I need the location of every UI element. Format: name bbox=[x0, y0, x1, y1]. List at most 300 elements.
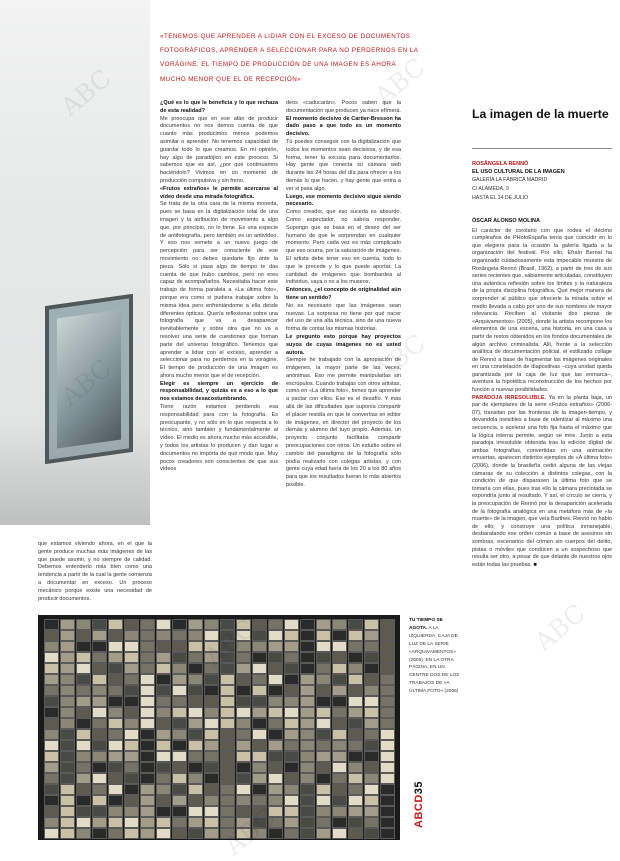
grid-cell bbox=[44, 729, 59, 740]
grid-cell bbox=[332, 729, 347, 740]
interview-column-0-lower bbox=[38, 541, 152, 603]
grid-cell bbox=[332, 828, 347, 839]
grid-cell bbox=[108, 795, 123, 806]
grid-cell bbox=[124, 762, 139, 773]
grid-cell bbox=[124, 630, 139, 641]
grid-cell bbox=[60, 740, 75, 751]
grid-cell bbox=[252, 784, 267, 795]
grid-cell bbox=[284, 806, 299, 817]
grid-cell bbox=[172, 729, 187, 740]
grid-cell bbox=[92, 718, 107, 729]
grid-cell bbox=[300, 784, 315, 795]
grid-cell bbox=[44, 773, 59, 784]
grid-cell bbox=[316, 619, 331, 630]
grid-cell bbox=[348, 663, 363, 674]
grid-cell bbox=[188, 795, 203, 806]
grid-cell bbox=[92, 641, 107, 652]
grid-cell bbox=[348, 652, 363, 663]
grid-cell bbox=[284, 784, 299, 795]
grid-cell bbox=[284, 729, 299, 740]
grid-cell bbox=[188, 729, 203, 740]
grid-cell bbox=[204, 630, 219, 641]
grid-cell bbox=[364, 674, 379, 685]
grid-cell bbox=[140, 707, 155, 718]
grid-cell bbox=[76, 817, 91, 828]
grid-cell bbox=[236, 663, 251, 674]
grid-cell bbox=[316, 751, 331, 762]
grid-cell bbox=[380, 630, 395, 641]
grid-cell bbox=[108, 707, 123, 718]
grid-cell bbox=[60, 685, 75, 696]
review-lead: PARADOJA IRRESOLUBLE. bbox=[472, 394, 546, 401]
grid-cell bbox=[316, 806, 331, 817]
grid-cell bbox=[124, 652, 139, 663]
grid-cell bbox=[380, 696, 395, 707]
grid-cell bbox=[156, 784, 171, 795]
grid-cell bbox=[332, 784, 347, 795]
grid-cell bbox=[156, 641, 171, 652]
grid-cell bbox=[188, 674, 203, 685]
grid-cell bbox=[220, 751, 235, 762]
grid-cell bbox=[92, 806, 107, 817]
grid-cell bbox=[60, 718, 75, 729]
interview-column-2 bbox=[286, 100, 401, 490]
grid-cell bbox=[348, 773, 363, 784]
grid-cell bbox=[140, 751, 155, 762]
grid-cell bbox=[236, 630, 251, 641]
interview-answer: Se trata de la otra cara de la misma moneda, pues se basa en la digitalización total de una imagen y la atribución de movimiento a algo que, por principio, no lo tiene. Es una especie de antifotografía, pero también es un antivídeo. Y eso nos somete a un nuevo juego de percepción para ser consciente de ese movimiento no debes quedarte fijo ante la pieza. Sólo si pasa algo de tiempo te das cuenta de que hubo cambios, pero no eres capaz de acompañarlos. Necesitaba hacer este trabajo de forma paralela a «La última foto», porque era como si pudiera trabajar sobre la misma idea pero enfrentándome a ella desde diferentes ópticas. Quería reflexionar sobre una fotografía que va a desaparecer inevitablemente y sobre otra que no va a resolver una serie de cuestiones que forman parte del universo fotográfico. Tenemos que aprender a lidiar con el exceso, aprender a seleccionar para no perdernos en la vorágine. El tiempo de producción de una imagen es ahora mucho menor que el de recepción. bbox=[160, 201, 278, 379]
grid-cell bbox=[108, 729, 123, 740]
grid-cell bbox=[76, 630, 91, 641]
grid-cell bbox=[204, 641, 219, 652]
grid-cell bbox=[108, 817, 123, 828]
grid-cell bbox=[188, 762, 203, 773]
grid-cell bbox=[252, 795, 267, 806]
grid-cell bbox=[156, 707, 171, 718]
grid-cell bbox=[300, 828, 315, 839]
grid-cell bbox=[220, 663, 235, 674]
interview-question: El momento decisivo de Cartier-Bresson ha dado paso a que todo es un momento decisivo. bbox=[286, 115, 401, 138]
interview-answer: deos «caducarán». Pocos saben que la documentación que producen ya nace efímera. bbox=[286, 100, 401, 114]
grid-cell bbox=[252, 773, 267, 784]
grid-cell bbox=[316, 828, 331, 839]
grid-cell bbox=[172, 740, 187, 751]
grid-cell bbox=[300, 740, 315, 751]
grid-cell bbox=[60, 707, 75, 718]
grid-cell bbox=[316, 729, 331, 740]
grid-cell bbox=[124, 619, 139, 630]
grid-cell bbox=[204, 707, 219, 718]
grid-cell bbox=[124, 795, 139, 806]
sidebar-headline: La imagen de la muerte bbox=[472, 107, 609, 121]
grid-cell bbox=[236, 685, 251, 696]
grid-cell bbox=[364, 740, 379, 751]
grid-cell bbox=[332, 718, 347, 729]
grid-cell bbox=[172, 641, 187, 652]
exhibition-address: C/ ALAMEDA, 9 bbox=[472, 186, 509, 192]
grid-cell bbox=[108, 718, 123, 729]
grid-cell bbox=[204, 652, 219, 663]
grid-cell bbox=[332, 795, 347, 806]
grid-cell bbox=[92, 707, 107, 718]
grid-cell bbox=[380, 828, 395, 839]
grid-cell bbox=[60, 828, 75, 839]
grid-cell bbox=[92, 619, 107, 630]
grid-cell bbox=[204, 674, 219, 685]
grid-cell bbox=[204, 718, 219, 729]
grid-cell bbox=[188, 828, 203, 839]
grid-cell bbox=[364, 718, 379, 729]
grid-cell bbox=[140, 663, 155, 674]
grid-cell bbox=[300, 696, 315, 707]
grid-cell bbox=[300, 806, 315, 817]
grid-cell bbox=[380, 751, 395, 762]
grid-cell bbox=[236, 641, 251, 652]
grid-cell bbox=[220, 674, 235, 685]
grid-cell bbox=[348, 795, 363, 806]
archive-grid-photo bbox=[38, 615, 400, 840]
interview-answer: Me preocupa que en ese afán de producir documentos no nos demos cuenta de que cuanto más producimos menos podemos asimilar o aprender. No tenemos capacidad de guardar todo lo que creamos. En mi opinión, hay algo de paradójico en este proceso. Si sabemos que es así, ¿por qué continuamos haciéndolo? Vivimos en un momento de producción compulsiva y sin freno. bbox=[160, 115, 278, 184]
grid-cell bbox=[60, 729, 75, 740]
grid-cell bbox=[268, 630, 283, 641]
grid-cell bbox=[252, 729, 267, 740]
grid-cell bbox=[268, 619, 283, 630]
interview-answer: Tú puedes conseguir con la digitalización que todos los momentos sean decisivos, y de esa forma, tener la excusa para documentarlos. Hay gente que conecta su cámara web durante las 24 horas del día para ofrecer a los demás lo que hacen, y hay gente que entra a ver si pasa algo. bbox=[286, 138, 401, 192]
grid-cell bbox=[300, 718, 315, 729]
grid-cell bbox=[44, 828, 59, 839]
grid-cell bbox=[172, 630, 187, 641]
grid-cell bbox=[92, 795, 107, 806]
grid-cell bbox=[60, 773, 75, 784]
interview-question: Luego, ese momento decisivo sigue siendo necesario. bbox=[286, 193, 401, 208]
grid-cell bbox=[92, 817, 107, 828]
review-end-mark: ■ bbox=[533, 561, 537, 568]
grid-cell bbox=[76, 707, 91, 718]
grid-cell bbox=[300, 773, 315, 784]
grid-cell bbox=[172, 762, 187, 773]
grid-cell bbox=[76, 718, 91, 729]
grid-cell bbox=[348, 718, 363, 729]
grid-cell bbox=[44, 685, 59, 696]
interview-question: «Frutos extraños» le permite acercarse al vídeo desde una mirada fotográfica. bbox=[160, 185, 278, 200]
grid-cell bbox=[284, 828, 299, 839]
folio-number: 35 bbox=[413, 780, 425, 795]
grid-cell bbox=[236, 828, 251, 839]
grid-cell bbox=[140, 740, 155, 751]
grid-cell bbox=[204, 685, 219, 696]
grid-cell bbox=[364, 696, 379, 707]
grid-cell bbox=[236, 773, 251, 784]
grid-cell bbox=[348, 685, 363, 696]
grid-cell bbox=[188, 718, 203, 729]
grid-cell bbox=[332, 630, 347, 641]
grid-cell bbox=[172, 751, 187, 762]
grid-cell bbox=[156, 751, 171, 762]
grid-cell bbox=[108, 630, 123, 641]
grid-cell bbox=[156, 729, 171, 740]
grid-cell bbox=[172, 707, 187, 718]
grid-cell bbox=[220, 740, 235, 751]
grid-cell bbox=[332, 674, 347, 685]
grid-cell bbox=[220, 685, 235, 696]
grid-cell bbox=[124, 773, 139, 784]
grid-cell bbox=[300, 630, 315, 641]
grid-cell bbox=[92, 663, 107, 674]
interview-answer: No es necesario que las imágenes sean nuevas. La sorpresa no tiene por qué nacer del uso de una alta técnica, sino de una nueva forma de contar las mismas historias. bbox=[286, 302, 401, 333]
grid-cell bbox=[364, 773, 379, 784]
review-body: El carácter de corolario con que rodea el décimo cumpleaños de PHotoEspaña tenía que coincidir en lo que elegiera para la ocasión la galería ligada a la organización del festival. Por ello, Efraín Bernal ha organizado cuidadosamente esta impecable muestra de Rosângela Rennó (Brasil, 1962), a partir de tres de sus series recientes que, sabiamente articuladas, constituyen una auténtica reflexión sobre los límites y la naturaleza de la propia disciplina fotográfica. Qué mejor manera de sorprender al público que ofrecerle la mirada sobre el medio llevada a cabo por uno de sus nombres de mayor relevancia. Reciben al visitante dos piezas de «Arquivamentos» (2005), donde la artista recompone los elementos de una escena, una historia, en una casa a partir de restos obtenidos en los fondos documentales de algún archivo criminalista. Allí, frente a la selección analítica de documentación policial, el estilizado collage de Rennó a base de fragmentar las imágenes originales en una constelación de diapositivas –cuya unidad queda garantizada por la caja de luz que las enmarca–, aventura la hipotética reconstrucción de los hechos por función a nuevas posibilidades. bbox=[472, 227, 612, 394]
grid-cell bbox=[60, 806, 75, 817]
grid-cell bbox=[348, 674, 363, 685]
grid-cell bbox=[236, 729, 251, 740]
interview-column-1 bbox=[160, 100, 278, 474]
grid-cell bbox=[220, 619, 235, 630]
grid-cell bbox=[44, 707, 59, 718]
grid-cell bbox=[60, 795, 75, 806]
grid-cell bbox=[44, 740, 59, 751]
grid-cell bbox=[348, 762, 363, 773]
grid-cell bbox=[364, 641, 379, 652]
grid-cell bbox=[348, 817, 363, 828]
grid-cell bbox=[140, 817, 155, 828]
grid-cell bbox=[76, 652, 91, 663]
watermark: ABC bbox=[369, 328, 431, 387]
grid-cell bbox=[236, 696, 251, 707]
grid-cell bbox=[348, 828, 363, 839]
exhibition-venue: GALERÍA LA FÁBRICA MADRID bbox=[472, 177, 548, 183]
grid-cell bbox=[156, 718, 171, 729]
grid-cell bbox=[284, 718, 299, 729]
grid-cell bbox=[172, 652, 187, 663]
grid-cell bbox=[92, 696, 107, 707]
grid-cell bbox=[236, 740, 251, 751]
grid-cell bbox=[364, 707, 379, 718]
exhibition-author: ROSÂNGELA RENNÓ bbox=[472, 161, 529, 167]
grid-cell bbox=[204, 784, 219, 795]
grid-cell bbox=[364, 619, 379, 630]
grid-cell bbox=[156, 762, 171, 773]
grid-cell bbox=[332, 663, 347, 674]
grid-cell bbox=[364, 817, 379, 828]
grid-cell bbox=[268, 795, 283, 806]
grid-cell bbox=[188, 740, 203, 751]
grid-cell bbox=[188, 630, 203, 641]
grid-cell bbox=[156, 674, 171, 685]
grid-cell bbox=[44, 806, 59, 817]
grid-cell bbox=[172, 619, 187, 630]
grid-cell bbox=[332, 762, 347, 773]
grid-cell bbox=[92, 751, 107, 762]
grid-cell bbox=[300, 707, 315, 718]
grid-cell bbox=[92, 685, 107, 696]
grid-cell bbox=[172, 784, 187, 795]
grid-cell bbox=[156, 740, 171, 751]
grid-cell bbox=[380, 740, 395, 751]
grid-cell bbox=[220, 630, 235, 641]
grid-cell bbox=[332, 696, 347, 707]
grid-cell bbox=[236, 619, 251, 630]
grid-cell bbox=[380, 674, 395, 685]
grid-cell bbox=[76, 773, 91, 784]
grid-cell bbox=[252, 630, 267, 641]
grid-cell bbox=[140, 828, 155, 839]
grid-cell bbox=[284, 707, 299, 718]
grid-cell bbox=[44, 784, 59, 795]
grid-cell bbox=[284, 630, 299, 641]
grid-cell bbox=[268, 762, 283, 773]
grid-cell bbox=[284, 619, 299, 630]
folio-brand: ABCD bbox=[413, 794, 425, 828]
grid-cell bbox=[60, 663, 75, 674]
grid-cell bbox=[380, 619, 395, 630]
grid-cell bbox=[348, 707, 363, 718]
grid-cell bbox=[76, 795, 91, 806]
grid-cell bbox=[236, 718, 251, 729]
grid-cell bbox=[76, 663, 91, 674]
grid-cell bbox=[140, 641, 155, 652]
grid-cell bbox=[60, 641, 75, 652]
grid-cell bbox=[44, 817, 59, 828]
grid-cell bbox=[188, 773, 203, 784]
grid-cell bbox=[108, 663, 123, 674]
grid-cell bbox=[124, 751, 139, 762]
grid-cell bbox=[268, 663, 283, 674]
top-left-photo bbox=[0, 0, 150, 525]
grid-cell bbox=[252, 740, 267, 751]
grid-cell bbox=[300, 729, 315, 740]
grid-cell bbox=[220, 718, 235, 729]
grid-cell bbox=[76, 740, 91, 751]
grid-cell bbox=[76, 751, 91, 762]
grid-cell bbox=[252, 817, 267, 828]
grid-cell bbox=[156, 652, 171, 663]
grid-cell bbox=[252, 718, 267, 729]
grid-cell bbox=[92, 630, 107, 641]
grid-cell bbox=[284, 762, 299, 773]
grid-cell bbox=[188, 685, 203, 696]
grid-cell bbox=[44, 630, 59, 641]
interview-question: Entonces, ¿el concepto de originalidad aún tiene un sentido? bbox=[286, 287, 401, 301]
grid-cell bbox=[220, 762, 235, 773]
grid-cell bbox=[348, 641, 363, 652]
grid-cell bbox=[60, 619, 75, 630]
grid-cell bbox=[380, 773, 395, 784]
caption-text: A LA IZQUIERDA, CAJA DE LUZ DE LA SERIE «ARQUIVAMENTOS» (2005). EN LA OTRA PÁGINA, EN UN CENTRE DOS DE LOS TRABAJOS DE «A ÚLTIMA FOTO» (2006) bbox=[409, 625, 460, 695]
grid-cell bbox=[124, 718, 139, 729]
grid-cell bbox=[156, 696, 171, 707]
grid-cell bbox=[268, 751, 283, 762]
grid-cell bbox=[140, 685, 155, 696]
grid-cell bbox=[332, 751, 347, 762]
grid-cell bbox=[364, 828, 379, 839]
grid-cell bbox=[44, 795, 59, 806]
grid-cell bbox=[188, 696, 203, 707]
grid-cell bbox=[380, 762, 395, 773]
grid-cell bbox=[268, 740, 283, 751]
grid-cell bbox=[332, 652, 347, 663]
grid-cell bbox=[316, 795, 331, 806]
grid-cell bbox=[108, 751, 123, 762]
grid-cell bbox=[124, 817, 139, 828]
grid-cell bbox=[124, 696, 139, 707]
grid-cell bbox=[172, 817, 187, 828]
grid-cell bbox=[140, 773, 155, 784]
grid-cell bbox=[252, 762, 267, 773]
grid-cell bbox=[348, 740, 363, 751]
grid-cell bbox=[140, 806, 155, 817]
interview-question: ¿Qué es lo que le beneficia y lo que rechaza de esta realidad? bbox=[160, 100, 278, 114]
grid-cell bbox=[76, 784, 91, 795]
grid-cell bbox=[284, 641, 299, 652]
grid-cell bbox=[268, 773, 283, 784]
column-0-text: que estamos viviendo ahora, en el que la gente produce muchas más imágenes de las que puede asumir, y no siempre de calidad. Debemos entenderlo más bien como una tendencia a partir de la cual la gente comienza a documentar en exceso. Un proceso mecánico porque existe una necesidad de producir documentos. bbox=[38, 541, 152, 602]
grid-cell bbox=[316, 674, 331, 685]
grid-cell bbox=[188, 652, 203, 663]
grid-cell bbox=[300, 751, 315, 762]
grid-cell bbox=[220, 773, 235, 784]
grid-cell bbox=[156, 773, 171, 784]
grid-cell bbox=[364, 762, 379, 773]
grid-cell bbox=[364, 652, 379, 663]
grid-cell bbox=[92, 784, 107, 795]
grid-cell bbox=[76, 619, 91, 630]
grid-cell bbox=[92, 828, 107, 839]
grid-cell bbox=[316, 707, 331, 718]
grid-cell bbox=[76, 696, 91, 707]
grid-cell bbox=[60, 674, 75, 685]
grid-cell bbox=[108, 619, 123, 630]
grid-cell bbox=[316, 762, 331, 773]
grid-cell bbox=[204, 817, 219, 828]
grid-cell bbox=[252, 674, 267, 685]
grid-cell bbox=[316, 718, 331, 729]
grid-cell bbox=[284, 751, 299, 762]
grid-cell bbox=[316, 740, 331, 751]
grid-cell bbox=[348, 729, 363, 740]
grid-cell bbox=[252, 751, 267, 762]
grid-cell bbox=[188, 817, 203, 828]
grid-cell bbox=[316, 641, 331, 652]
grid-cell bbox=[60, 784, 75, 795]
grid-cell bbox=[252, 652, 267, 663]
grid-cell bbox=[172, 718, 187, 729]
grid-cell bbox=[332, 817, 347, 828]
grid-cell bbox=[140, 619, 155, 630]
grid-cell bbox=[156, 663, 171, 674]
grid-cell bbox=[60, 762, 75, 773]
grid-cell bbox=[60, 630, 75, 641]
grid-cell bbox=[204, 762, 219, 773]
grid-cell bbox=[220, 707, 235, 718]
interview-question: Le pregunto esto porque hay proyectos suyos de cuyas imágenes no es usted autora. bbox=[286, 333, 401, 356]
interview-answer: Siempre he trabajado con la apropiación de imágenes, la mayor parte de las veces, anónimas. Eso me permite manipularlas sin escrúpulos. Cuando trabajas con otros artistas, como en «La última foto», tienes que aprender a pactar con ellos. Ese es el desafío. Y más allá de las dificultades que suponía compartir el placer residía en que te convertías en editor de imágenes, en director del proyecto de los demás y alumno del tuyo propio. Además, un proyecto conjunto facilitaba compartir preocupaciones con otros. Un estudio sobre el cambio del paradigma de la fotografía sólo podía realizarlo con colegas artistas, y con gente cuya edad fuera de los 20 a los 80 años para que los resultados fueran lo más abiertos posible. bbox=[286, 357, 401, 489]
grid-cell bbox=[316, 773, 331, 784]
grid-cell bbox=[156, 795, 171, 806]
interview-question: Elegir es siempre un ejercicio de responsabilidad, y quizás es a eso a lo que nos estamos desacostumbrando. bbox=[160, 380, 278, 403]
grid-cell bbox=[44, 751, 59, 762]
review-byline: ÓSCAR ALONSO MOLINA bbox=[472, 218, 540, 224]
grid-cell bbox=[140, 696, 155, 707]
grid-cell bbox=[204, 795, 219, 806]
grid-cell bbox=[380, 652, 395, 663]
grid-cell bbox=[156, 806, 171, 817]
grid-cell bbox=[172, 674, 187, 685]
grid-cell bbox=[284, 817, 299, 828]
grid-cell bbox=[188, 751, 203, 762]
grid-cell bbox=[332, 619, 347, 630]
grid-cell bbox=[268, 674, 283, 685]
grid-cell bbox=[204, 696, 219, 707]
